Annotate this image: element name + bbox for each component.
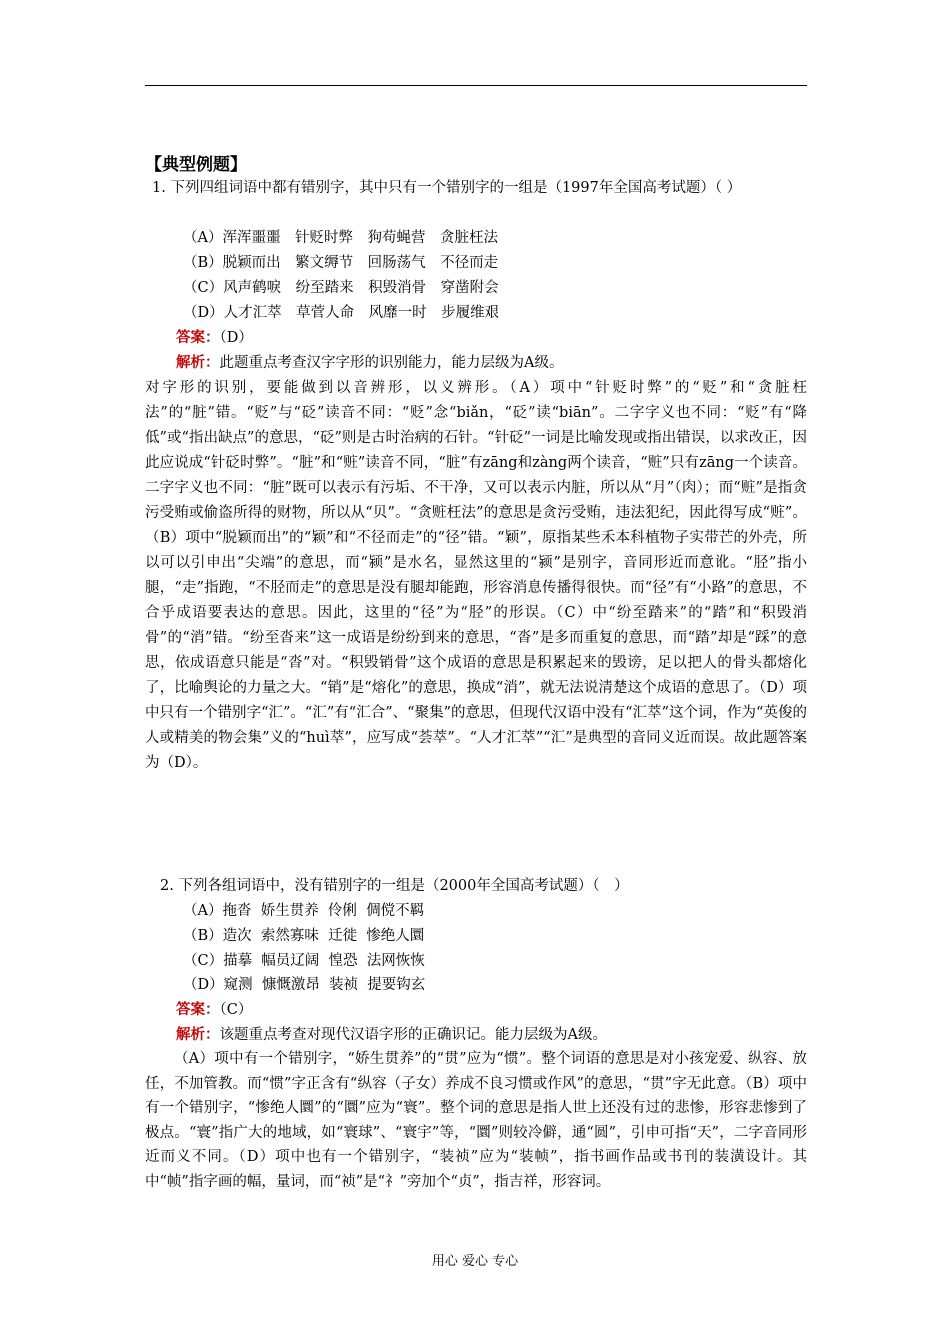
analysis-intro-text: 此题重点考查汉字字形的识别能力，能力层级为A级。 [219, 355, 564, 371]
question-2-analysis-intro [176, 1024, 607, 1046]
question-1-option-c: （C）风声鹤唳 纷至踏来 积毁消骨 穿凿附会 [183, 280, 499, 296]
page-footer: 用心 爱心 专心 [431, 1254, 519, 1269]
question-2-stem: 2. 下列各组词语中，没有错别字的一组是（2000年全国高考试题）（ ） [160, 878, 629, 894]
question-2-option-d: （D）窥测 慷慨激昂 装祯 提要钩玄 [183, 977, 426, 993]
question-1-option-d: （D）人才汇萃 草菅人命 风靡一时 步履维艰 [183, 305, 500, 321]
section-heading: 【典型例题】 [145, 155, 247, 175]
question-1-answer [176, 327, 253, 349]
header-rule [145, 85, 807, 86]
question-2-option-a: （A）拖沓 娇生贯养 伶俐 倜傥不羁 [183, 903, 425, 919]
question-1-analysis-intro [176, 352, 563, 374]
answer-label: 答案： [176, 1001, 220, 1018]
question-1-option-a: （A）浑浑噩噩 针贬时弊 狗苟蝇营 贪脏枉法 [183, 230, 498, 246]
analysis-label: 解析： [176, 1026, 220, 1043]
question-2-analysis-body: （A）项中有一个错别字，“娇生贯养”的“贯”应为“惯”。整个词语的意思是对小孩宠爱、纵容、放任，不加管教。而“惯”字正含有“纵容（子女）养成不良习惯或作风”的意思，“贯”字无此意。（B）项中有一个错别字，“惨绝人圜”的“圜”应为“寰”。整个词的意思是指人世上还没有过的悲惨，形容悲惨到了极点。“寰”指广大的地域，如“寰球”、“寰宇”等，“圜”则较冷僻，通“圆”，引申可指“天”，二字音同形近而义不同。（D）项中也有一个错别字，“装祯”应为“装帧”，指书画作品或书刊的装潢设计。其中“帧”指字画的幅，量词，而“祯”是“礻”旁加个“贞”，指吉祥，形容词。 [145, 1051, 807, 1190]
question-2-answer [176, 999, 252, 1021]
question-1-stem: 1. 下列四组词语中都有错别字，其中只有一个错别字的一组是（1997年全国高考试题）（ ） [152, 180, 742, 196]
question-2-option-b: （B）造次 索然寡味 迁徙 惨绝人圜 [183, 928, 425, 944]
answer-value: （C） [219, 1002, 253, 1018]
question-1-analysis-body: 对字形的识别，要能做到以音辨形，以义辨形。（A）项中“针贬时弊”的“贬”和“贪脏枉法”的“脏”错。“贬”与“砭”读音不同：“贬”念“biǎn，“砭”读“biān”。二字字义也不同：“贬”有“降低”或“指出缺点”的意思，“砭”则是古时治病的石针。“针砭”一词是比喻发现或指出错误，以求改正，因此应说成“针砭时弊”。“脏”和“赃”读音不同，“脏”有zāng和zàng两个读音，“赃”只有zāng一个读音。二字字义也不同：“脏”既可以表示有污垢、不干净，又可以表示内脏，所以从“月”（肉）；而“赃”是指贪污受贿或偷盗所得的财物，所以从“贝”。“贪赃枉法”的意思是贪污受贿，违法犯纪，因此得写成“赃”。（B）项中“脱颖而出”的“颖”和“不径而走”的“径”错。“颖”，原指某些禾本科植物子实带芒的外壳，所以可以引申出“尖端”的意思，而“颍”是水名，显然这里的“颍”是别字，音同形近而意讹。“胫”指小腿，“走”指跑，“不胫而走”的意思是没有腿却能跑，形容消息传播得很快。而“径”有“小路”的意思，不合乎成语要表达的意思。因此，这里的“径”为“胫”的形误。（C）中“纷至踏来”的“踏”和“积毁消骨”的“消”错。“纷至沓来”这一成语是纷纷到来的意思，“沓”是多而重复的意思，而“踏”却是“踩”的意思，依成语意只能是“沓”对。“积毁销骨”这个成语的意思是积累起来的毁谤，足以把人的骨头都熔化了，比喻舆论的力量之大。“销”是“熔化”的意思，换成“消”，就无法说清楚这个成语的意思了。（D）项中只有一个错别字“汇”。“汇”有“汇合”、“聚集”的意思，但现代汉语中没有“汇萃”这个词，作为“英俊的人或精美的物会集”义的“huì萃”，应写成“荟萃”。“人才汇萃”“汇”是典型的音同义近而误。故此题答案为（D）。 [145, 380, 807, 771]
analysis-label: 解析： [176, 354, 220, 371]
question-2-option-c: （C）描摹 幅员辽阔 惶恐 法网恢恢 [183, 953, 425, 969]
analysis-intro-text: 该题重点考查对现代汉语字形的正确识记。能力层级为A级。 [219, 1027, 607, 1043]
question-1-option-b: （B）脱颖而出 繁文缛节 回肠荡气 不径而走 [183, 255, 499, 271]
answer-value: （D） [219, 330, 253, 346]
answer-label: 答案： [176, 329, 220, 346]
